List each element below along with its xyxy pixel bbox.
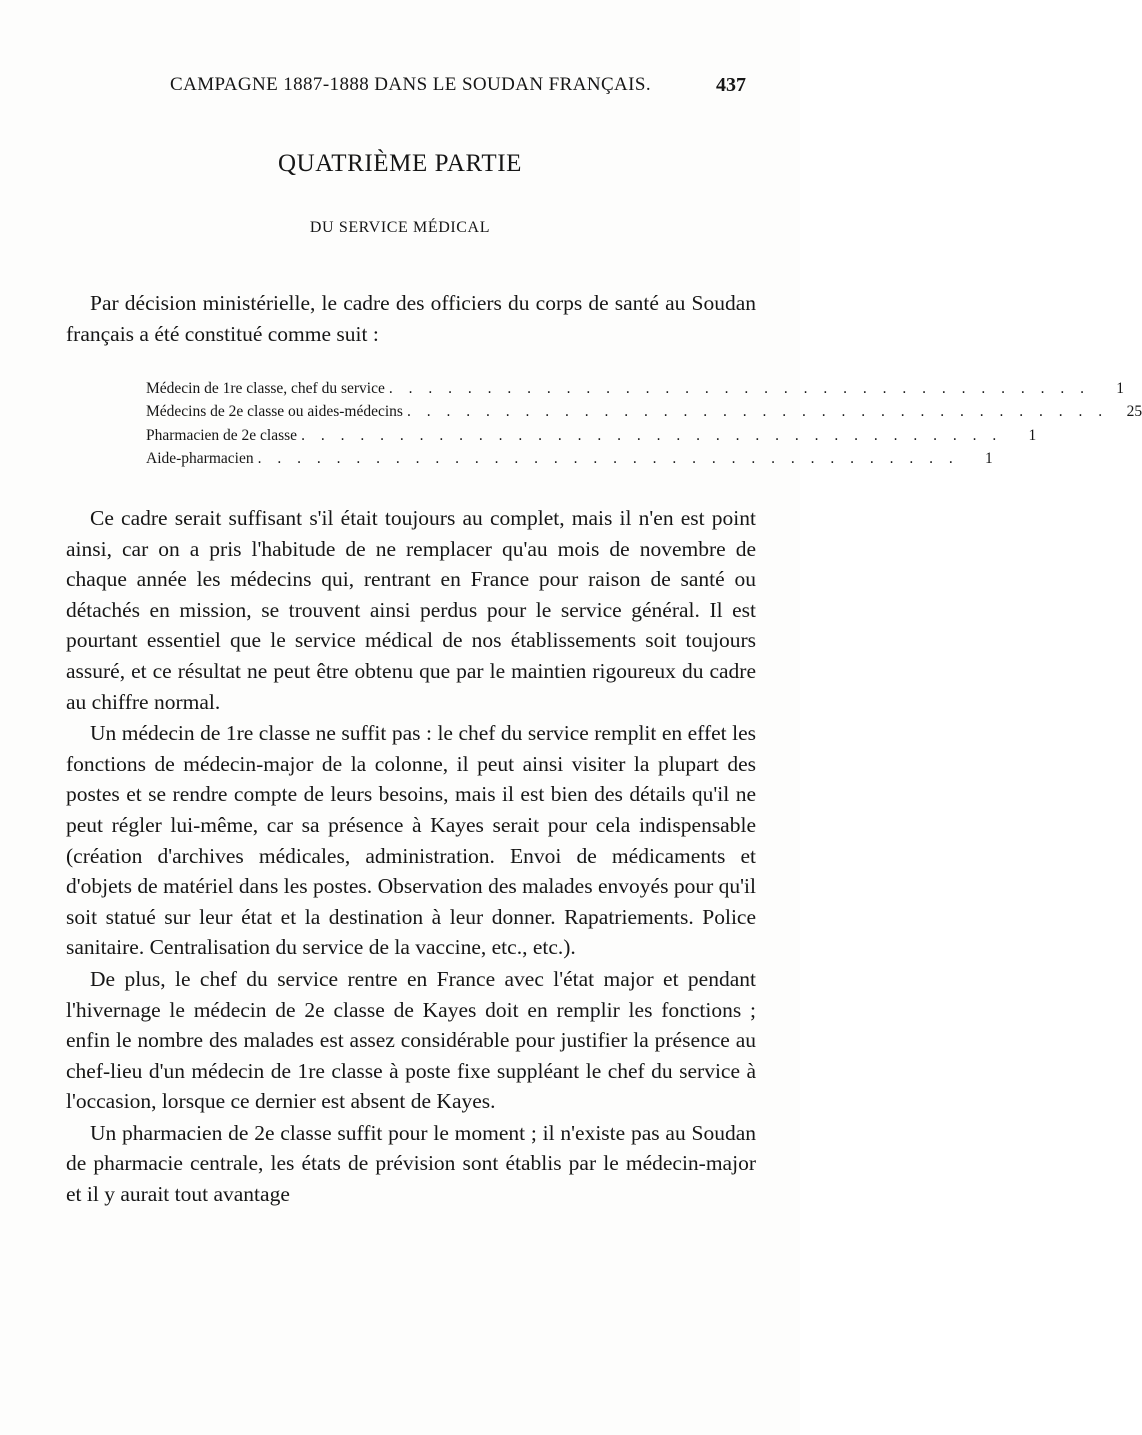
staff-row: [146, 377, 1124, 400]
staff-list: [146, 377, 1142, 470]
staff-count: 1: [1116, 380, 1124, 397]
leader-dots: . . . . . . . . . . . . . . . . . . . . . . . . . . . . . . . . . . . .: [257, 449, 959, 467]
staff-role: Pharmacien de 2e classe: [146, 426, 298, 444]
staff-count: 1: [1028, 426, 1037, 444]
staff-row: [146, 424, 1037, 447]
part-title: QUATRIÈME PARTIE: [278, 150, 522, 177]
intro-text: Par décision ministérielle, le cadre des officiers du corps de santé au Soudan français a été constitué comme suit :: [66, 291, 756, 346]
leader-dots: . . . . . . . . . . . . . . . . . . . . . . . . . . . . . . . . . . . .: [406, 403, 1109, 421]
staff-role: Médecins de 2e classe ou aides-médecins: [146, 403, 403, 421]
staff-count: 25: [1126, 403, 1142, 421]
leader-dots: . . . . . . . . . . . . . . . . . . . . . . . . . . . . . . . . . . . .: [388, 380, 1090, 397]
paragraph: Ce cadre serait suffisant s'il était toujours au complet, mais il n'en est point ainsi, car on a pris l'habitude de ne remplacer qu'au mois de novembre de chaque année les médecins qui, rentrant en France pour raison de santé ou détachés en mission, se trouvent ainsi perdus pour le service général. Il est pourtant essentiel que le service médical de nos établissements soit toujours assuré, et ce résultat ne peut être obtenu que par le maintien rigoureux du cadre au chiffre normal.: [66, 506, 756, 714]
paragraph: Un médecin de 1re classe ne suffit pas : le chef du service remplit en effet les fonctions de médecin-major de la colonne, il peut ainsi visiter la plupart des postes et se rendre compte de leurs besoins, mais il est bien des détails qu'il ne peut régler lui-même, car sa présence à Kayes serait pour cela indispensable (création d'archives médicales, administration. Envoi de médicaments et d'objets de matériel dans les postes. Observation des malades envoyés pour qu'il soit statué sur leur état et la destination à leur donner. Rapatriements. Police sanitaire. Centralisation du service de la vaccine, etc., etc.).: [66, 721, 756, 960]
paragraph: Un pharmacien de 2e classe suffit pour le moment ; il n'existe pas au Soudan de pharmacie centrale, les états de prévision sont établis par le médecin-major et il y aurait tout avantage: [66, 1120, 756, 1207]
staff-role: Médecin de 1re classe, chef du service: [146, 380, 385, 397]
staff-row: [146, 447, 993, 470]
staff-row: [146, 400, 1142, 423]
staff-role: Aide-pharmacien: [146, 449, 254, 467]
paragraph: De plus, le chef du service rentre en France avec l'état major et pendant l'hivernage le médecin de 2e classe de Kayes doit en remplir les fonctions ; enfin le nombre des malades est assez considérable pour justifier la présence au chef-lieu d'un médecin de 1re classe à poste fixe suppléant le chef du service à l'occasion, lorsque ce dernier est absent de Kayes.: [66, 966, 756, 1114]
running-head: CAMPAGNE 1887-1888 DANS LE SOUDAN FRANÇAIS.: [170, 74, 651, 95]
staff-count: 1: [984, 449, 993, 467]
body-text: [66, 503, 756, 1211]
page-number: 437: [716, 74, 746, 96]
leader-dots: . . . . . . . . . . . . . . . . . . . . . . . . . . . . . . . . . . . .: [301, 426, 1003, 444]
part-subtitle: DU SERVICE MÉDICAL: [309, 219, 491, 236]
intro-paragraph: [66, 288, 756, 349]
